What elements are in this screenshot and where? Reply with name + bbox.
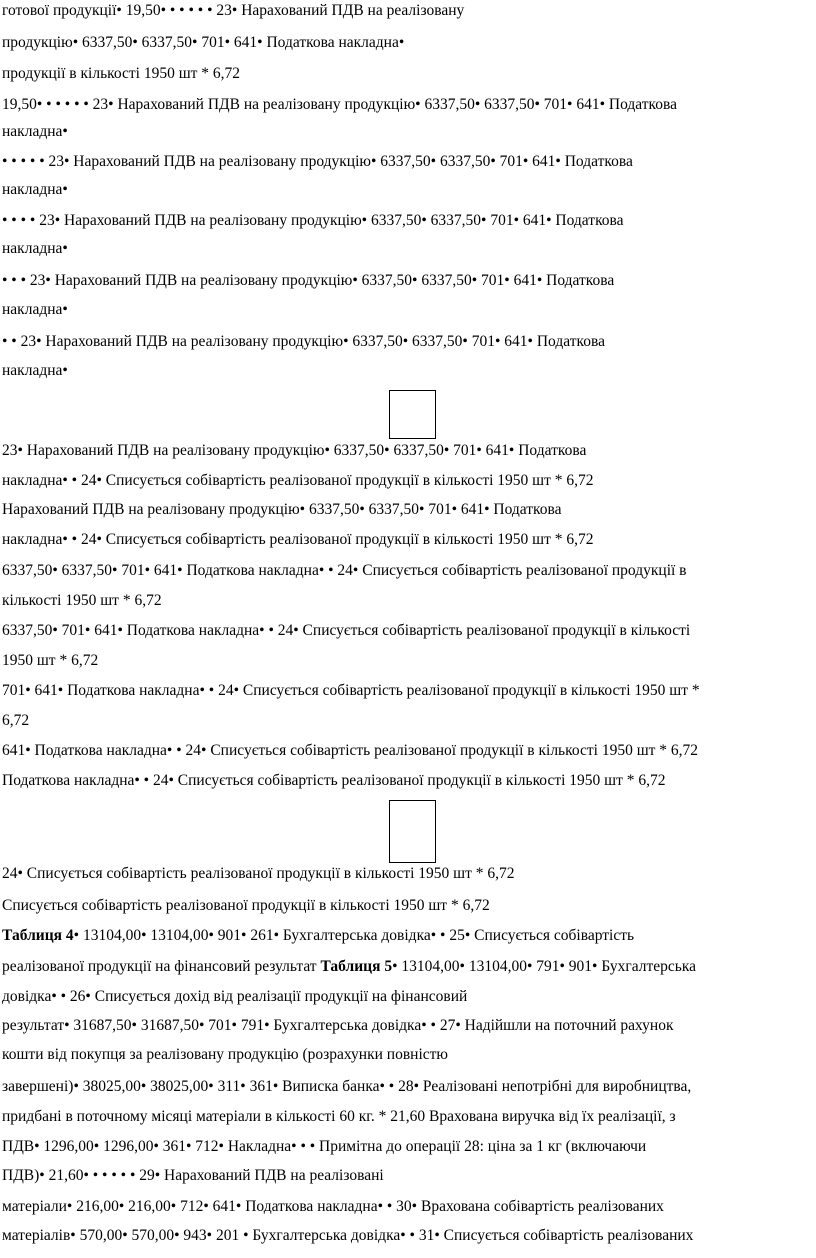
text-line: 24• Списується собівартість реалізованої продукції в кількості 1950 шт * 6,72 xyxy=(2,865,515,882)
text-line: 641• Податкова накладна• • 24• Списується собівартість реалізованої продукції в кількості 1950 шт * 6,72 xyxy=(2,742,699,759)
text-line: накладна• xyxy=(2,240,68,257)
text-line: придбані в поточному місяці матеріали в кількості 60 кг. * 21,60 Врахована виручка від їх реалізації, з xyxy=(2,1108,676,1125)
text-line: кошти від покупця за реалізовану продукцію (розрахунки повністю xyxy=(2,1046,448,1063)
text-line: • • • • • 23• Нарахований ПДВ на реалізовану продукцію• 6337,50• 6337,50• 701• 641• Податкова xyxy=(2,153,633,170)
text-line: результат• 31687,50• 31687,50• 701• 791• Бухгалтерська довідка• • 27• Надійшли на поточний рахунок xyxy=(2,1017,674,1034)
text-line: ПДВ)• 21,60• • • • • • 29• Нарахований ПДВ на реалізовані xyxy=(2,1167,384,1184)
text-line: 1950 шт * 6,72 xyxy=(2,652,99,669)
text-line: 23• Нарахований ПДВ на реалізовану продукцію• 6337,50• 6337,50• 701• 641• Податкова xyxy=(2,442,587,459)
text-line: Списується собівартість реалізованої продукції в кількості 1950 шт * 6,72 xyxy=(2,897,490,914)
text-span: • 13104,00• 13104,00• 791• 901• Бухгалтерська xyxy=(392,958,697,975)
text-line: • • • • 23• Нарахований ПДВ на реалізовану продукцію• 6337,50• 6337,50• 701• 641• Податкова xyxy=(2,212,624,229)
text-line: накладна• xyxy=(2,123,68,140)
text-line: кількості 1950 шт * 6,72 xyxy=(2,592,162,609)
text-line: ПДВ• 1296,00• 1296,00• 361• 712• Накладна• • • Примітна до операції 28: ціна за 1 кг (включаючи xyxy=(2,1138,647,1155)
text-line: Нарахований ПДВ на реалізовану продукцію• 6337,50• 6337,50• 701• 641• Податкова xyxy=(2,501,562,518)
text-line: накладна• xyxy=(2,301,68,318)
text-line: накладна• xyxy=(2,362,68,379)
text-line: довідка• • 26• Списується дохід від реалізації продукції на фінансовий xyxy=(2,988,468,1005)
text-line: готової продукції• 19,50• • • • • • 23• Нарахований ПДВ на реалізовану xyxy=(2,2,465,19)
text-line: матеріали• 216,00• 216,00• 712• 641• Податкова накладна• • 30• Врахована собівартість реалізованих xyxy=(2,1198,664,1215)
text-line: матеріалів• 570,00• 570,00• 943• 201 • Бухгалтерська довідка• • 31• Списується собівартість реалізованих xyxy=(2,1227,694,1244)
text-span: • 13104,00• 13104,00• 901• 261• Бухгалтерська довідка• • 25• Списується собівартість xyxy=(73,927,635,944)
text-line: 6337,50• 701• 641• Податкова накладна• • 24• Списується собівартість реалізованої продукції в кількості xyxy=(2,622,691,639)
text-line: завершені)• 38025,00• 38025,00• 311• 361• Виписка банка• • 28• Реалізовані непотрібні для виробництва, xyxy=(2,1078,692,1095)
text-line: накладна• • 24• Списується собівартість реалізованої продукції в кількості 1950 шт * 6,72 xyxy=(2,472,594,489)
text-line: • • 23• Нарахований ПДВ на реалізовану продукцію• 6337,50• 6337,50• 701• 641• Податкова xyxy=(2,333,605,350)
text-span: реалізованої продукції на фінансовий результат xyxy=(2,958,321,975)
text-line: 6337,50• 6337,50• 701• 641• Податкова накладна• • 24• Списується собівартість реалізованої продукції в xyxy=(2,562,687,579)
text-line xyxy=(2,957,696,977)
text-line: накладна• • 24• Списується собівартість реалізованої продукції в кількості 1950 шт * 6,72 xyxy=(2,531,594,548)
text-line: продукції в кількості 1950 шт * 6,72 xyxy=(2,65,241,82)
text-line: 701• 641• Податкова накладна• • 24• Списується собівартість реалізованої продукції в кількості 1950 шт * xyxy=(2,682,700,699)
empty-frame xyxy=(389,800,436,863)
text-line: Податкова накладна• • 24• Списується собівартість реалізованої продукції в кількості 1950 шт * 6,72 xyxy=(2,772,666,789)
text-line: накладна• xyxy=(2,181,68,198)
empty-frame xyxy=(389,390,436,439)
table-reference: Таблиця 4 xyxy=(2,927,74,944)
text-line: 6,72 xyxy=(2,712,30,729)
table-reference: Таблиця 5 xyxy=(320,958,393,975)
text-line: продукцію• 6337,50• 6337,50• 701• 641• Податкова накладна• xyxy=(2,34,405,51)
text-line: 19,50• • • • • • 23• Нарахований ПДВ на реалізовану продукцію• 6337,50• 6337,50• 701• 641• Податкова xyxy=(2,96,678,113)
text-line xyxy=(2,926,634,946)
text-line: • • • 23• Нарахований ПДВ на реалізовану продукцію• 6337,50• 6337,50• 701• 641• Податкова xyxy=(2,272,615,289)
